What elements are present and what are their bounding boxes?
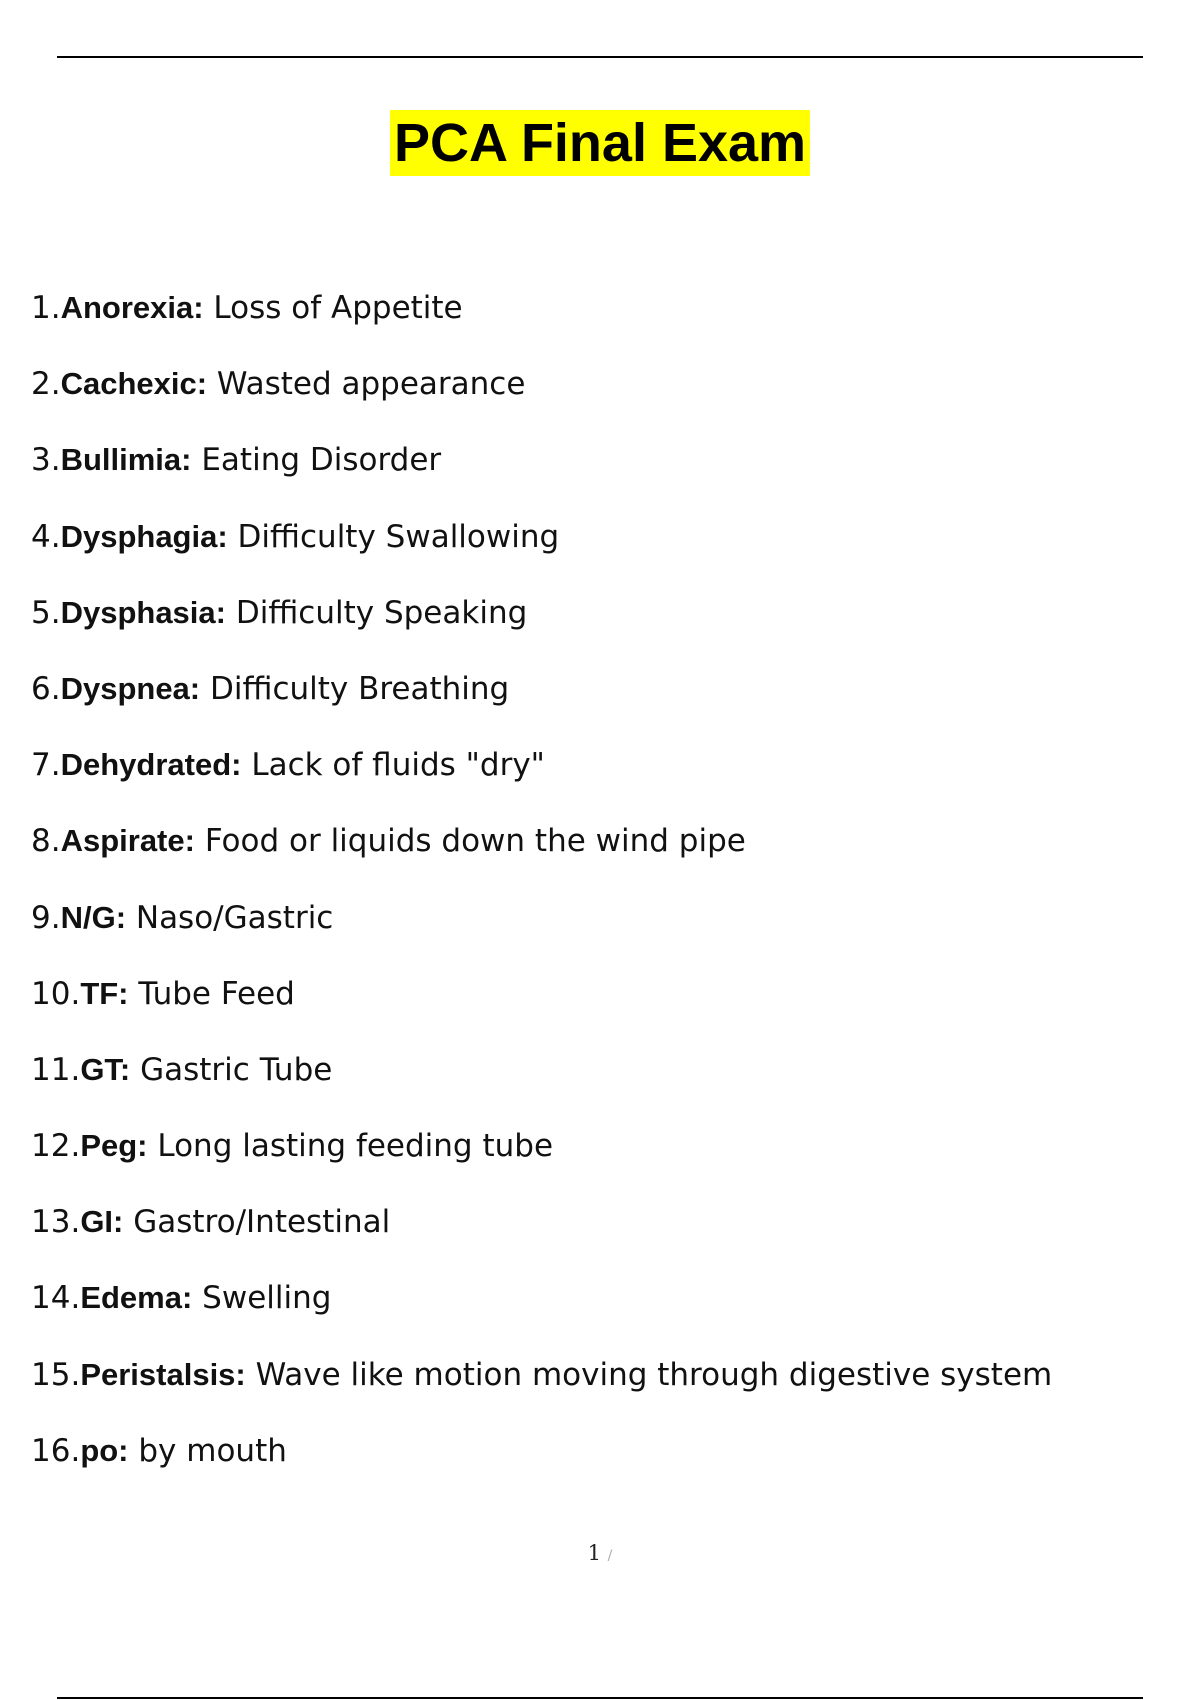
term-name: Dysphasia: <box>60 594 226 630</box>
term-name: Bullimia: <box>60 442 192 478</box>
term-name: N/G: <box>60 899 127 935</box>
term-number: 3. <box>31 442 61 479</box>
list-item <box>31 1272 1052 1348</box>
term-name: Peg: <box>80 1128 148 1164</box>
term-number: 9. <box>31 899 61 936</box>
list-item <box>31 587 1052 663</box>
list-item <box>31 282 1052 358</box>
term-name: Anorexia: <box>60 290 204 325</box>
page-footer <box>0 1541 1200 1565</box>
top-divider <box>57 56 1143 58</box>
term-number: 10. <box>31 975 81 1012</box>
term-name: GT: <box>80 1051 131 1087</box>
document-title: PCA Final Exam <box>390 110 810 176</box>
term-definition: Difficulty Breathing <box>209 670 510 707</box>
page-separator: / <box>607 1548 613 1564</box>
term-number: 1. <box>31 290 61 326</box>
term-name: Edema: <box>80 1280 193 1316</box>
term-name: GI: <box>80 1204 124 1240</box>
term-number: 2. <box>31 366 61 403</box>
bottom-divider <box>57 1697 1143 1699</box>
term-number: 12. <box>31 1128 81 1165</box>
list-item <box>31 968 1052 1044</box>
term-definition: Lack of fluids "dry" <box>251 747 545 784</box>
term-list <box>31 282 1052 1501</box>
term-definition: Naso/Gastric <box>135 899 334 936</box>
list-item <box>31 1349 1052 1425</box>
term-definition: Tube Feed <box>138 975 295 1012</box>
term-number: 15. <box>31 1356 81 1393</box>
term-name: Dyspnea: <box>60 670 201 706</box>
term-name: Peristalsis: <box>80 1356 246 1392</box>
term-name: TF: <box>80 975 129 1011</box>
list-item <box>31 892 1052 968</box>
term-definition: Food or liquids down the wind pipe <box>204 823 746 860</box>
term-name: po: <box>80 1432 129 1468</box>
list-item <box>31 1044 1052 1120</box>
term-definition: Long lasting feeding tube <box>157 1128 554 1165</box>
list-item <box>31 663 1052 739</box>
term-name: Dysphagia: <box>60 518 228 554</box>
term-number: 5. <box>31 594 61 631</box>
term-definition: Loss of Appetite <box>213 290 463 326</box>
list-item <box>31 739 1052 815</box>
term-number: 8. <box>31 823 61 860</box>
page-number: 1 <box>587 1541 601 1565</box>
list-item <box>31 434 1052 510</box>
term-definition: Eating Disorder <box>201 442 442 479</box>
term-number: 16. <box>31 1432 81 1469</box>
term-definition: Difficulty Swallowing <box>237 518 560 555</box>
list-item <box>31 358 1052 434</box>
term-number: 6. <box>31 670 61 707</box>
list-item <box>31 1120 1052 1196</box>
list-item <box>31 815 1052 891</box>
term-definition: Wasted appearance <box>216 366 526 403</box>
term-name: Dehydrated: <box>60 747 242 783</box>
term-number: 4. <box>31 518 61 555</box>
term-name: Aspirate: <box>60 823 195 859</box>
term-definition: Gastric Tube <box>140 1051 333 1088</box>
term-definition: Difficulty Speaking <box>235 594 528 631</box>
list-item <box>31 511 1052 587</box>
title-container <box>0 110 1200 176</box>
term-number: 7. <box>31 747 61 784</box>
term-name: Cachexic: <box>60 366 208 402</box>
list-item <box>31 1425 1052 1501</box>
term-definition: by mouth <box>138 1432 287 1469</box>
term-number: 13. <box>31 1204 81 1241</box>
term-number: 14. <box>31 1280 81 1317</box>
term-definition: Gastro/Intestinal <box>133 1204 391 1241</box>
term-number: 11. <box>31 1051 81 1088</box>
list-item <box>31 1196 1052 1272</box>
term-definition: Swelling <box>202 1280 332 1317</box>
term-definition: Wave like motion moving through digestive system <box>255 1356 1053 1393</box>
